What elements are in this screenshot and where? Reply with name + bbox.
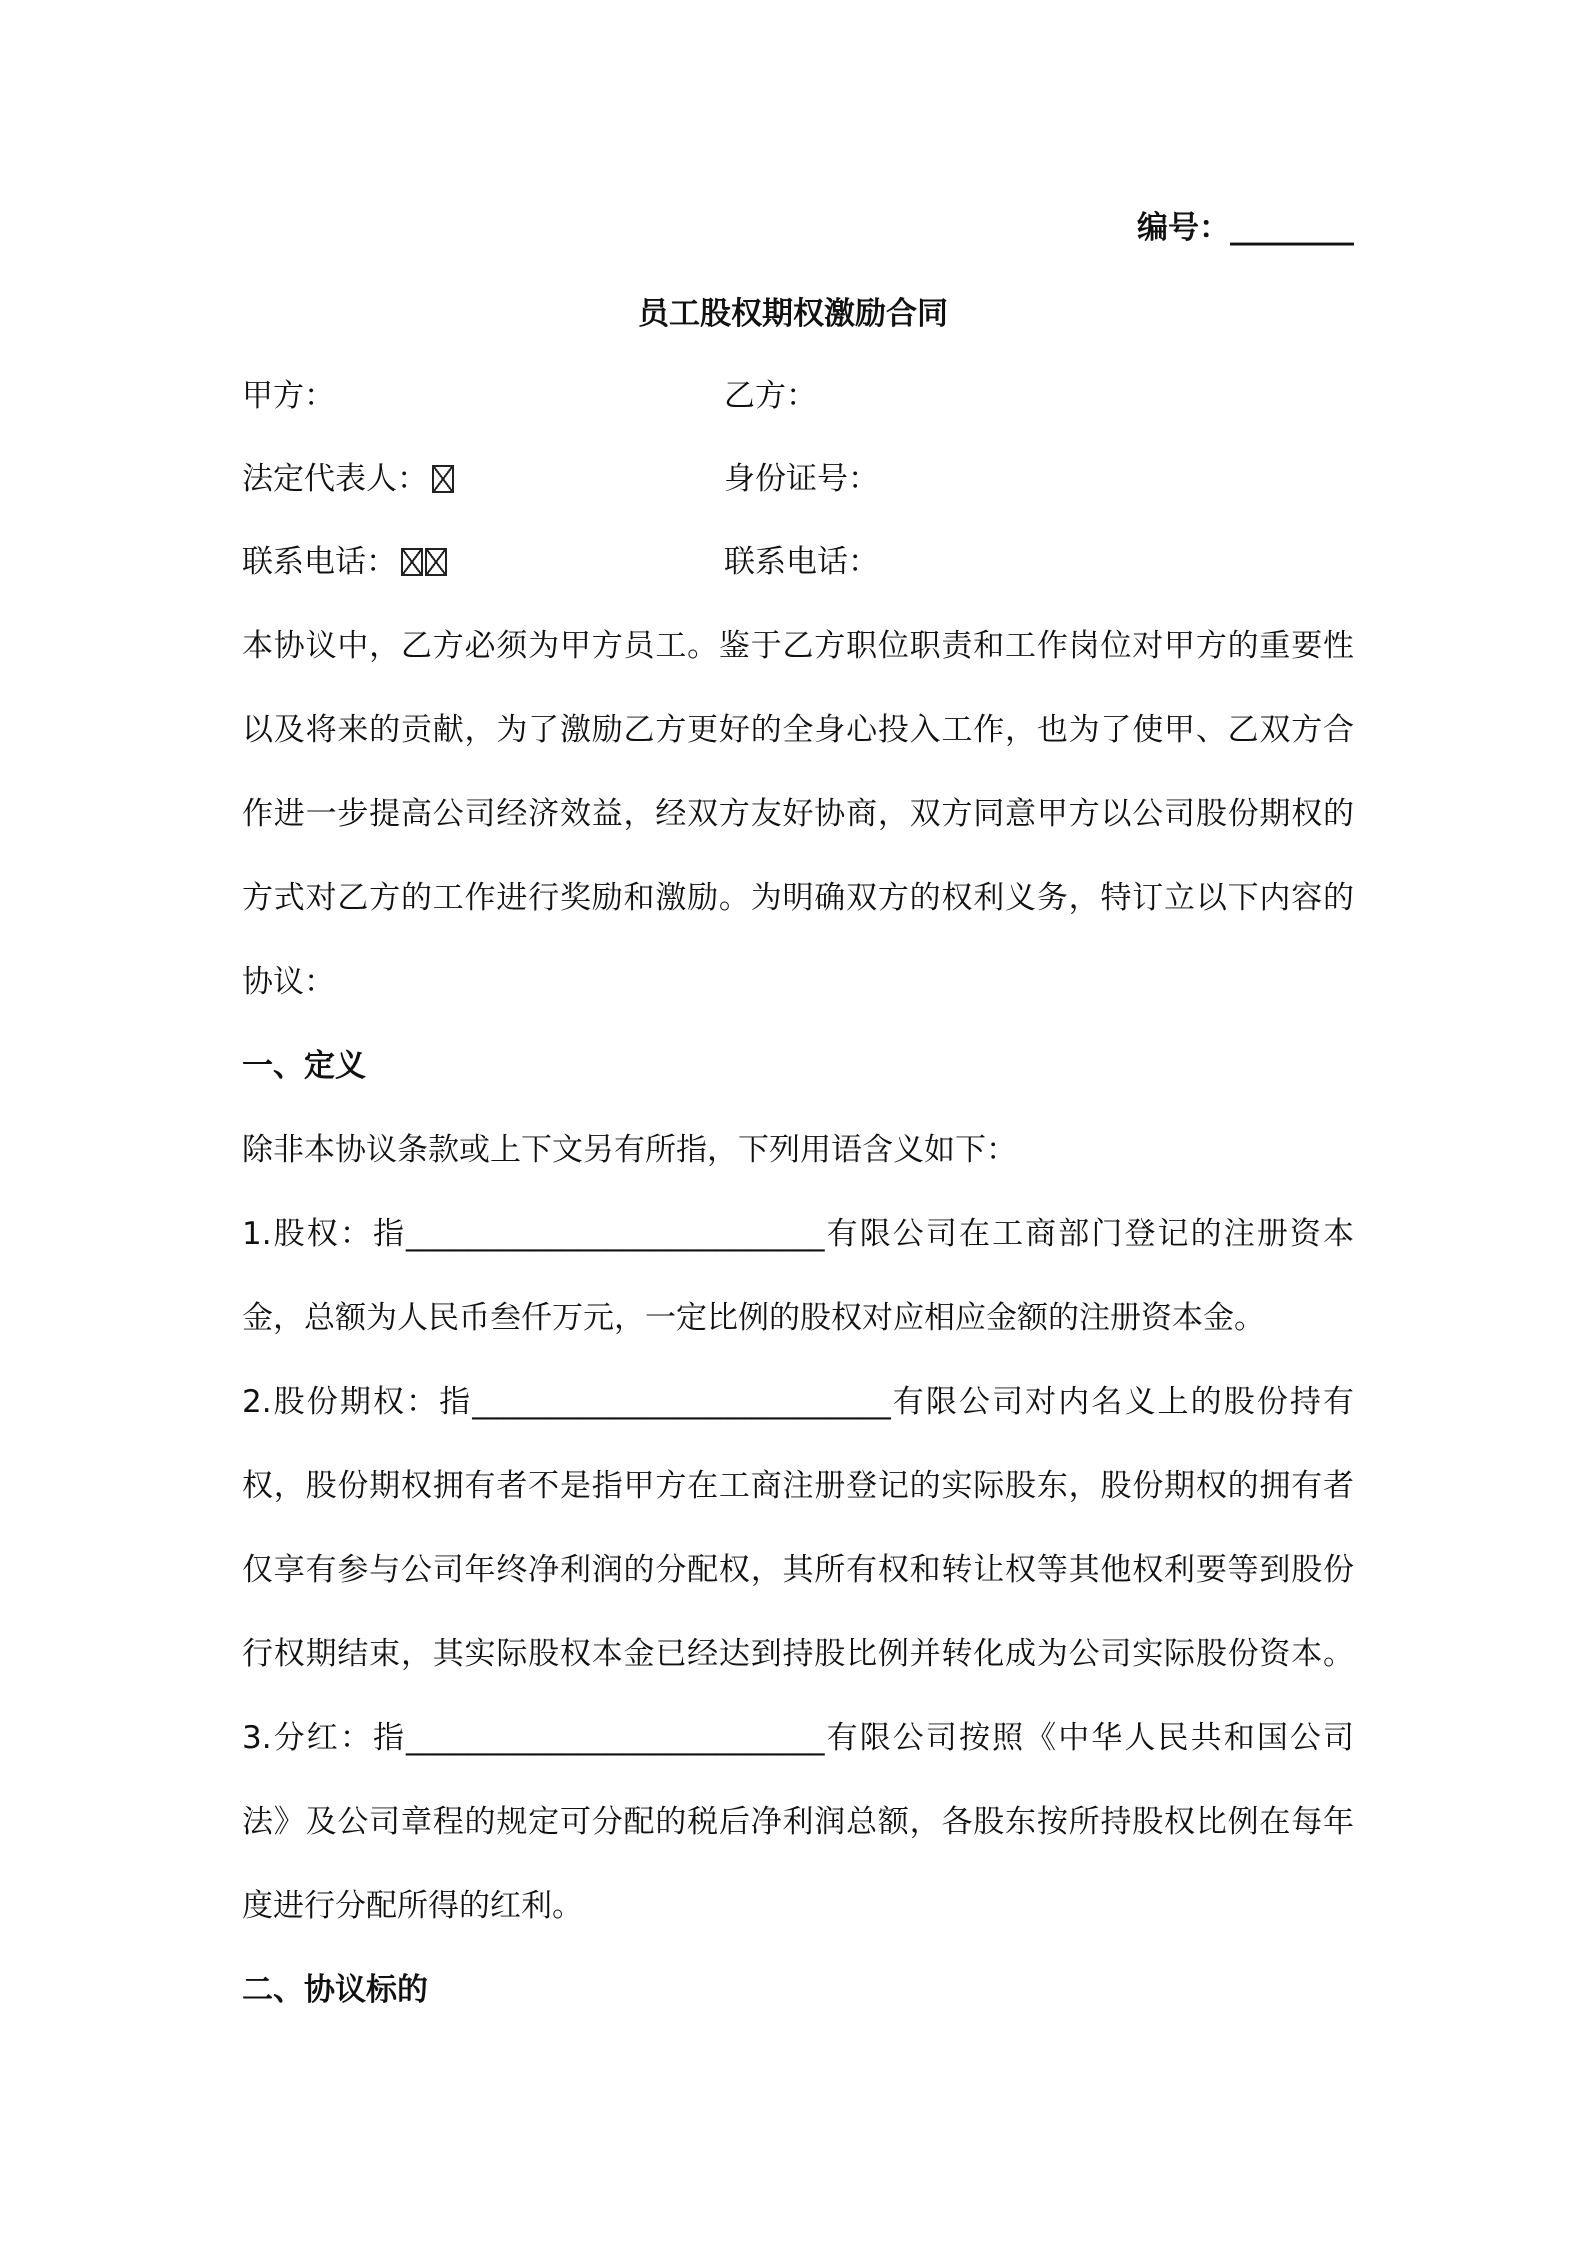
party-a-label: 甲方： [242,378,335,414]
definition-item-dividend: 3.分红：指___________________________有限公司按照《中华人民共和国公司 [242,1720,1354,1756]
missing-glyph-box [425,548,447,576]
definition-item-options: 行权期结束，其实际股权本金已经达到持股比例并转化成为公司实际股份资本。 [242,1636,1354,1672]
party-b-label: 乙方： [724,378,817,414]
missing-glyph-box [401,548,423,576]
definition-item-options: 权，股份期权拥有者不是指甲方在工商注册登记的实际股东，股份期权的拥有者 [242,1468,1354,1504]
definition-item-dividend: 法》及公司章程的规定可分配的税后净利润总额，各股东按所持股权比例在每年 [242,1804,1354,1840]
legal-rep-label: 法定代表人： [242,461,428,497]
phone-b-label: 联系电话： [724,544,879,580]
id-number-label: 身份证号： [724,461,879,497]
definition-item-options: 2.股份期权：指___________________________有限公司对内名义上的股份持有 [242,1384,1354,1420]
section-heading-definitions: 一、定义 [242,1048,366,1084]
missing-glyph-box [432,465,454,493]
intro-line: 以及将来的贡献，为了激励乙方更好的全身心投入工作，也为了使甲、乙双方合 [242,712,1354,748]
section-heading-subject: 二、协议标的 [242,1972,428,2008]
intro-line: 协议： [242,964,335,1000]
definition-item-equity: 1.股权：指___________________________有限公司在工商部门登记的注册资本 [242,1216,1354,1252]
definition-item-dividend: 度进行分配所得的红利。 [242,1888,583,1924]
definition-item-equity: 金，总额为人民币叁仟万元，一定比例的股权对应相应金额的注册资本金。 [242,1300,1265,1336]
definitions-lead: 除非本协议条款或上下文另有所指，下列用语含义如下： [242,1132,1017,1168]
definition-item-options: 仅享有参与公司年终净利润的分配权，其所有权和转让权等其他权利要等到股份 [242,1552,1354,1588]
phone-a-label: 联系电话： [242,544,397,580]
intro-line: 方式对乙方的工作进行奖励和激励。为明确双方的权利义务，特订立以下内容的 [242,880,1354,916]
intro-line: 本协议中，乙方必须为甲方员工。鉴于乙方职位职责和工作岗位对甲方的重要性 [242,628,1354,664]
intro-line: 作进一步提高公司经济效益，经双方友好协商，双方同意甲方以公司股份期权的 [242,796,1354,832]
contract-title: 员工股权期权激励合同 [638,296,948,332]
serial-number-label: 编号：________ [1137,210,1354,246]
